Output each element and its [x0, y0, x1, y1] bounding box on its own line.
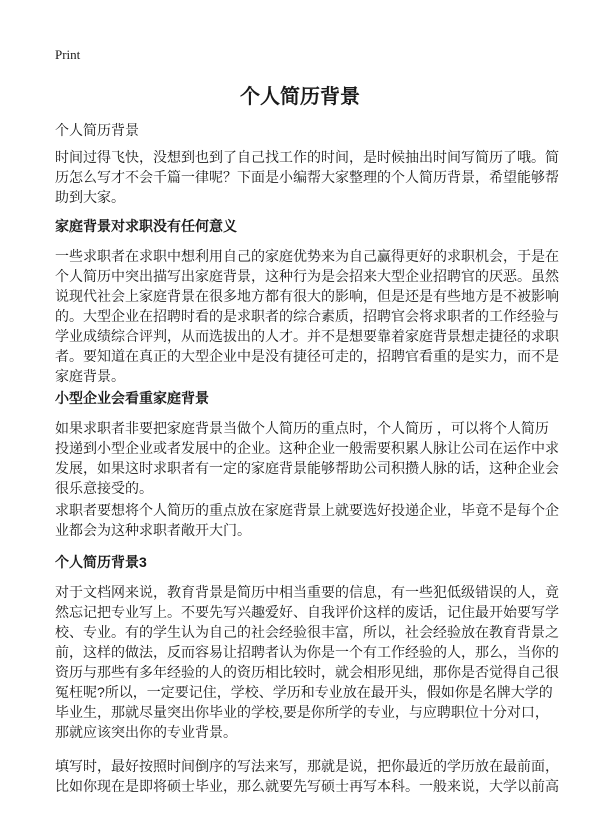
paragraph-family-background — [55, 246, 559, 386]
text-line: 然忘记把专业写上。不要先写兴趣爱好、自我评价这样的废话，记住最开始要写学 — [55, 604, 559, 620]
text-line: 发展，如果这时求职者有一定的家庭背景能够帮助公司积攒人脉的话，这种企业会 — [55, 460, 559, 476]
document-subtitle: 个人简历背景 — [55, 122, 139, 138]
text-line: 业都会为这种求职者敞开大门。 — [55, 522, 251, 538]
text-line: 很乐意接受的。 — [55, 480, 153, 496]
paragraph-intro — [55, 147, 559, 207]
text-line: 历怎么写才不会千篇一律呢？下面是小编帮大家整理的个人简历背景，希望能够帮 — [55, 169, 559, 185]
text-line: 家庭背景。 — [55, 368, 125, 384]
paragraph-fill-order — [55, 756, 559, 796]
document-title: 个人简历背景 — [240, 86, 360, 108]
text-line: 者。要知道在真正的大型企业中是没有捷径可走的，招聘官看重的是实力，而不是 — [55, 348, 559, 364]
text-line: 资历与那些有多年经验的人的资历相比较时，就会相形见绌，那你是否觉得自己很 — [55, 664, 559, 680]
section-heading-3: 个人简历背景3 — [55, 554, 147, 570]
text-line: 求职者要想将个人简历的重点放在家庭背景上就要选好投递企业，毕竟不是每个企 — [55, 502, 559, 518]
paragraph-small-companies — [55, 418, 559, 498]
text-line: 毕业生，那就尽量突出你毕业的学校,要是你所学的专业，与应聘职位十分对口， — [55, 704, 549, 720]
text-line: 个人简历中突出描写出家庭背景，这种行为是会招来大型企业招聘官的厌恶。虽然 — [55, 268, 559, 284]
paragraph-choose-company — [55, 500, 559, 540]
text-line: 那就应该突出你的专业背景。 — [55, 724, 237, 740]
text-line: 的。大型企业在招聘时看的是求职者的综合素质，招聘官会将求职者的工作经验与 — [55, 308, 559, 324]
text-line: 投递到小型企业或者发展中的企业。这种企业一般需要积累人脉让公司在运作中求 — [55, 440, 559, 456]
section-heading-1: 家庭背景对求职没有任何意义 — [55, 218, 237, 234]
text-line: 时间过得飞快，没想到也到了自己找工作的时间，是时候抽出时间写简历了哦。简 — [55, 149, 559, 165]
text-line: 校、专业。有的学生认为自己的社会经验很丰富，所以，社会经验放在教育背景之 — [55, 624, 559, 640]
text-line: 对于文档网来说，教育背景是简历中相当重要的信息，有一些犯低级错误的人，竟 — [55, 584, 559, 600]
text-line: 填写时，最好按照时间倒序的写法来写，那就是说，把你最近的学历放在最前面， — [55, 758, 559, 774]
paragraph-education — [55, 582, 559, 742]
section-heading-2: 小型企业会看重家庭背景 — [55, 390, 209, 406]
text-line: 如果求职者非要把家庭背景当做个人简历的重点时，个人简历 ，可以将个人简历 — [55, 420, 549, 436]
print-link[interactable]: Print — [55, 47, 81, 62]
text-line: 比如你现在是即将硕士毕业，那么就要先写硕士再写本科。一般来说，大学以前高 — [55, 778, 559, 794]
text-line: 前，这样的做法，反而容易让招聘者认为你是一个有工作经验的人，那么，当你的 — [55, 644, 559, 660]
text-line: 一些求职者在求职中想利用自己的家庭优势来为自己赢得更好的求职机会，于是在 — [55, 248, 559, 264]
text-line: 说现代社会上家庭背景在很多地方都有很大的影响，但是还是有些地方是不被影响 — [55, 288, 559, 304]
text-line: 助到大家。 — [55, 189, 125, 205]
text-line: 冤枉呢?所以，一定要记住，学校、学历和专业放在最开头，假如你是名牌大学的 — [55, 684, 553, 700]
text-line: 学业成绩综合评判，从而选拔出的人才。并不是想要靠着家庭背景想走捷径的求职 — [55, 328, 559, 344]
